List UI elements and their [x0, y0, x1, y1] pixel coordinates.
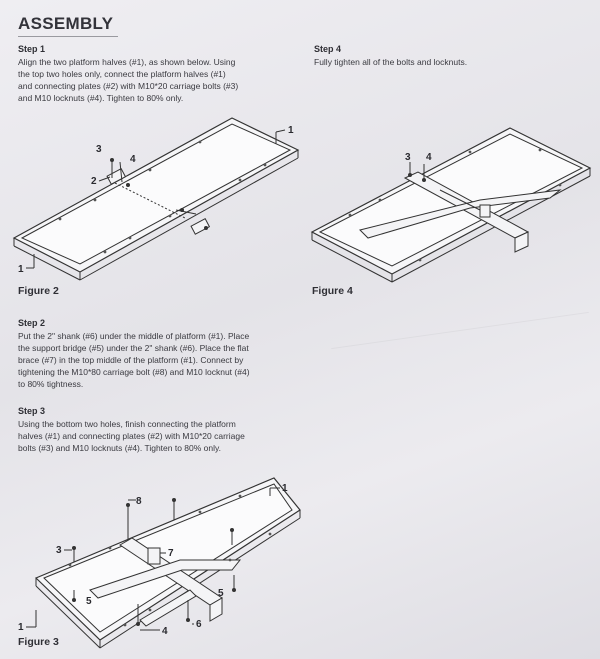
step4-line: Fully tighten all of the bolts and locknuts. — [314, 57, 468, 67]
figure3-callout: 1 — [18, 622, 24, 633]
figure3-callout: 1 — [282, 483, 288, 494]
figure4-callout: 4 — [426, 152, 432, 163]
step3-line: bolts (#3) and M10 locknuts (#4). Tighten to 80% only. — [18, 443, 222, 453]
figure3-drawing — [18, 478, 300, 648]
bolt-icon — [72, 546, 76, 550]
bolt-icon — [230, 528, 234, 532]
figure2-callout: 4 — [130, 154, 136, 165]
locknut-icon — [232, 588, 236, 592]
step1-line: Align the two platform halves (#1), as shown below. Using — [18, 57, 236, 67]
step3-line: halves (#1) and connecting plates (#2) with M10*20 carriage — [18, 431, 245, 441]
bolt-icon — [172, 498, 176, 502]
figure3-callout: 8 — [136, 496, 142, 507]
figure4-drawing — [312, 128, 590, 282]
figure4-callout: 3 — [405, 152, 411, 163]
figure2-label: Figure 2 — [18, 285, 59, 297]
step4-heading: Step 4 — [314, 44, 342, 54]
figure2-callout: 1 — [288, 125, 294, 136]
figure2-drawing — [14, 118, 298, 280]
locknut-icon — [204, 226, 208, 230]
figure3-callout: 5 — [86, 596, 92, 607]
step2-line: tightening the M10*80 carriage bolt (#8) and M10 locknut (#4) — [18, 367, 250, 377]
figure2-callout: 1 — [18, 264, 24, 275]
bolt-icon — [110, 158, 114, 162]
figure2-platform-inner — [22, 124, 290, 264]
step3-line: Using the bottom two holes, finish connecting the platform — [18, 419, 236, 429]
figure3-label: Figure 3 — [18, 636, 59, 648]
step1-line: and connecting plates (#2) with M10*20 carriage bolts (#3) — [18, 81, 239, 91]
figure2-callout: 3 — [96, 144, 102, 155]
step2-heading: Step 2 — [18, 318, 46, 328]
figure3-callout: 4 — [162, 626, 168, 637]
step2-line: to 80% tightness. — [18, 379, 84, 389]
step3-heading: Step 3 — [18, 406, 46, 416]
step1-line: the top two holes only, connect the platform halves (#1) — [18, 69, 226, 79]
page-title: ASSEMBLY — [18, 14, 114, 33]
locknut-icon — [186, 618, 190, 622]
bolt-icon — [180, 208, 184, 212]
figure3-callout: 6 — [196, 619, 202, 630]
bolt-icon — [126, 503, 130, 507]
step1-line: and M10 locknuts (#4). Tighten to 80% only. — [18, 93, 184, 103]
figure3-flat-brace — [148, 548, 160, 564]
figure3-callout: 3 — [56, 545, 62, 556]
step2-line: Put the 2" shank (#6) under the middle of platform (#1). Place — [18, 331, 250, 341]
locknut-icon — [136, 622, 140, 626]
step2-line: brace (#7) in the top middle of the platform (#1). Connect by — [18, 355, 244, 365]
figure4-flat-brace — [480, 205, 490, 217]
step1-heading: Step 1 — [18, 44, 46, 54]
figure4-label: Figure 4 — [312, 285, 353, 297]
figure2-callout: 2 — [91, 176, 97, 187]
figure3-callout: 5 — [218, 588, 224, 599]
locknut-icon — [126, 183, 130, 187]
locknut-icon — [72, 598, 76, 602]
step2-line: the support bridge (#5) under the 2" shank (#6). Place the flat — [18, 343, 249, 353]
figure3-callout: 7 — [168, 548, 174, 559]
